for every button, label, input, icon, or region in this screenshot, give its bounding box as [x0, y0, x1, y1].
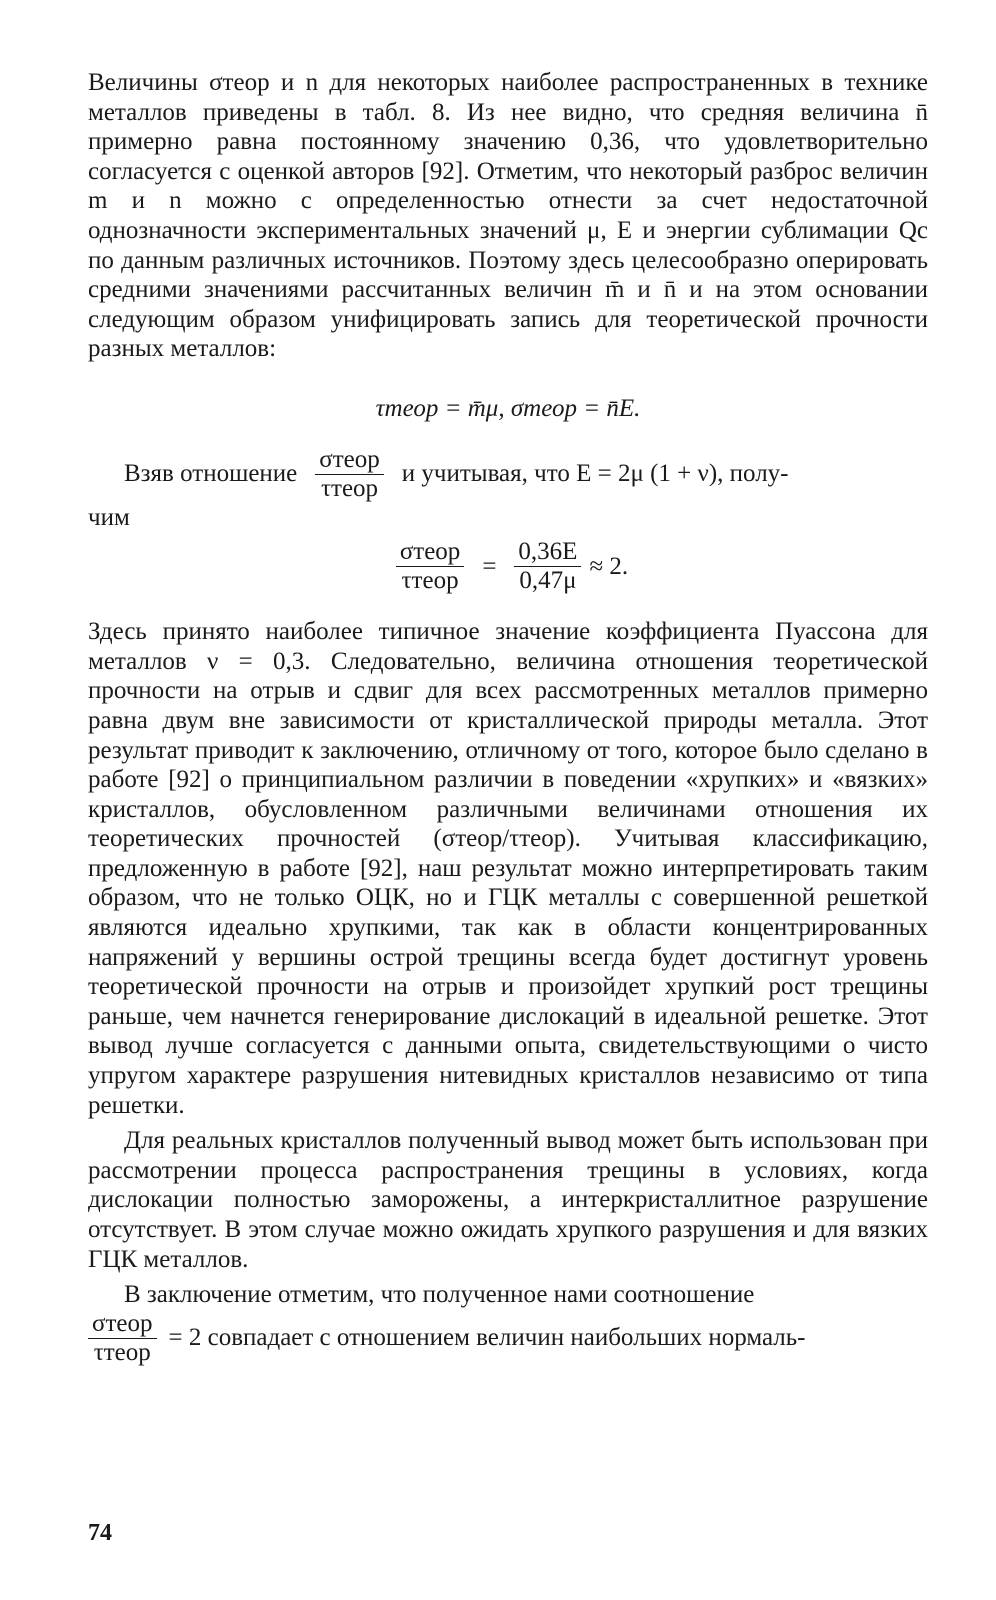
- paragraph-4: В заключение отметим, что полученное нами соотношение: [124, 1281, 755, 1309]
- final-fraction-denominator: τтеор: [93, 1338, 151, 1366]
- fraction-numerator: σтеор: [315, 446, 384, 475]
- page-number: 74: [88, 1520, 112, 1546]
- ratio-formula: [88, 538, 928, 595]
- derivation-line: [88, 446, 928, 503]
- ratio-lhs-denominator: τтеор: [401, 567, 459, 595]
- derivation-tail: и учитывая, что E = 2μ (1 + ν), полу-: [401, 460, 789, 488]
- ratio-rhs-denominator: 0,47μ: [519, 567, 577, 595]
- ratio-lhs-numerator: σтеор: [396, 538, 465, 567]
- equals-sign: =: [482, 552, 497, 580]
- formula-tau-sigma: τтеор = m̄μ, σтеор = n̄E.: [375, 394, 641, 422]
- ratio-lhs: [396, 538, 465, 595]
- fraction-denominator: τтеор: [320, 474, 379, 502]
- paragraph-3: Для реальных кристаллов полученный вывод может быть использован при рассмотрении процесса распространения трещины в условиях, когда дислокации полностью заморожены, а интеркристаллитное разрушение отсутствует. В этом случае можно ожидать хрупкого разрушения и для вязких ГЦК металлов.: [88, 1127, 928, 1273]
- final-fraction: [88, 1310, 157, 1367]
- final-line-text: = 2 совпадает с отношением величин наибольших нормаль-: [168, 1324, 806, 1352]
- final-fraction-numerator: σтеор: [88, 1310, 157, 1339]
- derivation-continuation: чим: [88, 503, 130, 531]
- ratio-rhs: [514, 538, 581, 595]
- derivation-lead: Взяв отношение: [124, 460, 298, 488]
- final-line: [88, 1310, 928, 1367]
- ratio-rhs-numerator: 0,36E: [514, 538, 581, 567]
- ratio-result: ≈ 2.: [589, 552, 629, 580]
- paragraph-1: Величины σтеор и n для некоторых наиболее распространенных в технике металлов приведены в табл. 8. Из нее видно, что средняя величина n̄ примерно равна постоянному значению 0,36, что удовлетворительно согласуется с оценкой авторов [92]. Отметим, что некоторый разброс величин m и n можно с определенностью отнести за счет недостаточной однозначности экспериментальных значений μ, E и энергии сублимации Qc по данным различных источников. Поэтому здесь целесообразно оперировать средними значениями рассчитанных величин m̄ и n̄ и на этом основании следующим образом унифицировать запись для теоретической прочности разных металлов:: [88, 69, 928, 363]
- paragraph-2: Здесь принято наиболее типичное значение коэффициента Пуассона для металлов ν = 0,3. Следовательно, величина отношения теоретической прочности на отрыв и сдвиг для всех рассмотренных металлов примерно равна двум вне зависимости от кристаллической природы металла. Этот результат приводит к заключению, отличному от того, которое было сделано в работе [92] о принципиальном различии в поведении «хрупких» и «вязких» кристаллов, обусловленном различными величинами отношения их теоретических прочностей (σтеор/τтеор). Учитывая классификацию, предложенную в работе [92], наш результат можно интерпретировать таким образом, что не только ОЦК, но и ГЦК металлы с совершенной решеткой являются идеально хрупкими, так как в области концентрированных напряжений у вершины острой трещины всегда будет достигнут уровень теоретической прочности на отрыв и произойдет хрупкий рост трещины раньше, чем начнется генерирование дислокаций в идеальной решетке. Этот вывод лучше согласуется с данными опыта, свидетельствующими о чисто упругом характере разрушения нитевидных кристаллов независимо от типа решетки.: [88, 618, 928, 1119]
- page-body: [88, 68, 928, 1367]
- sigma-tau-fraction: [315, 446, 384, 503]
